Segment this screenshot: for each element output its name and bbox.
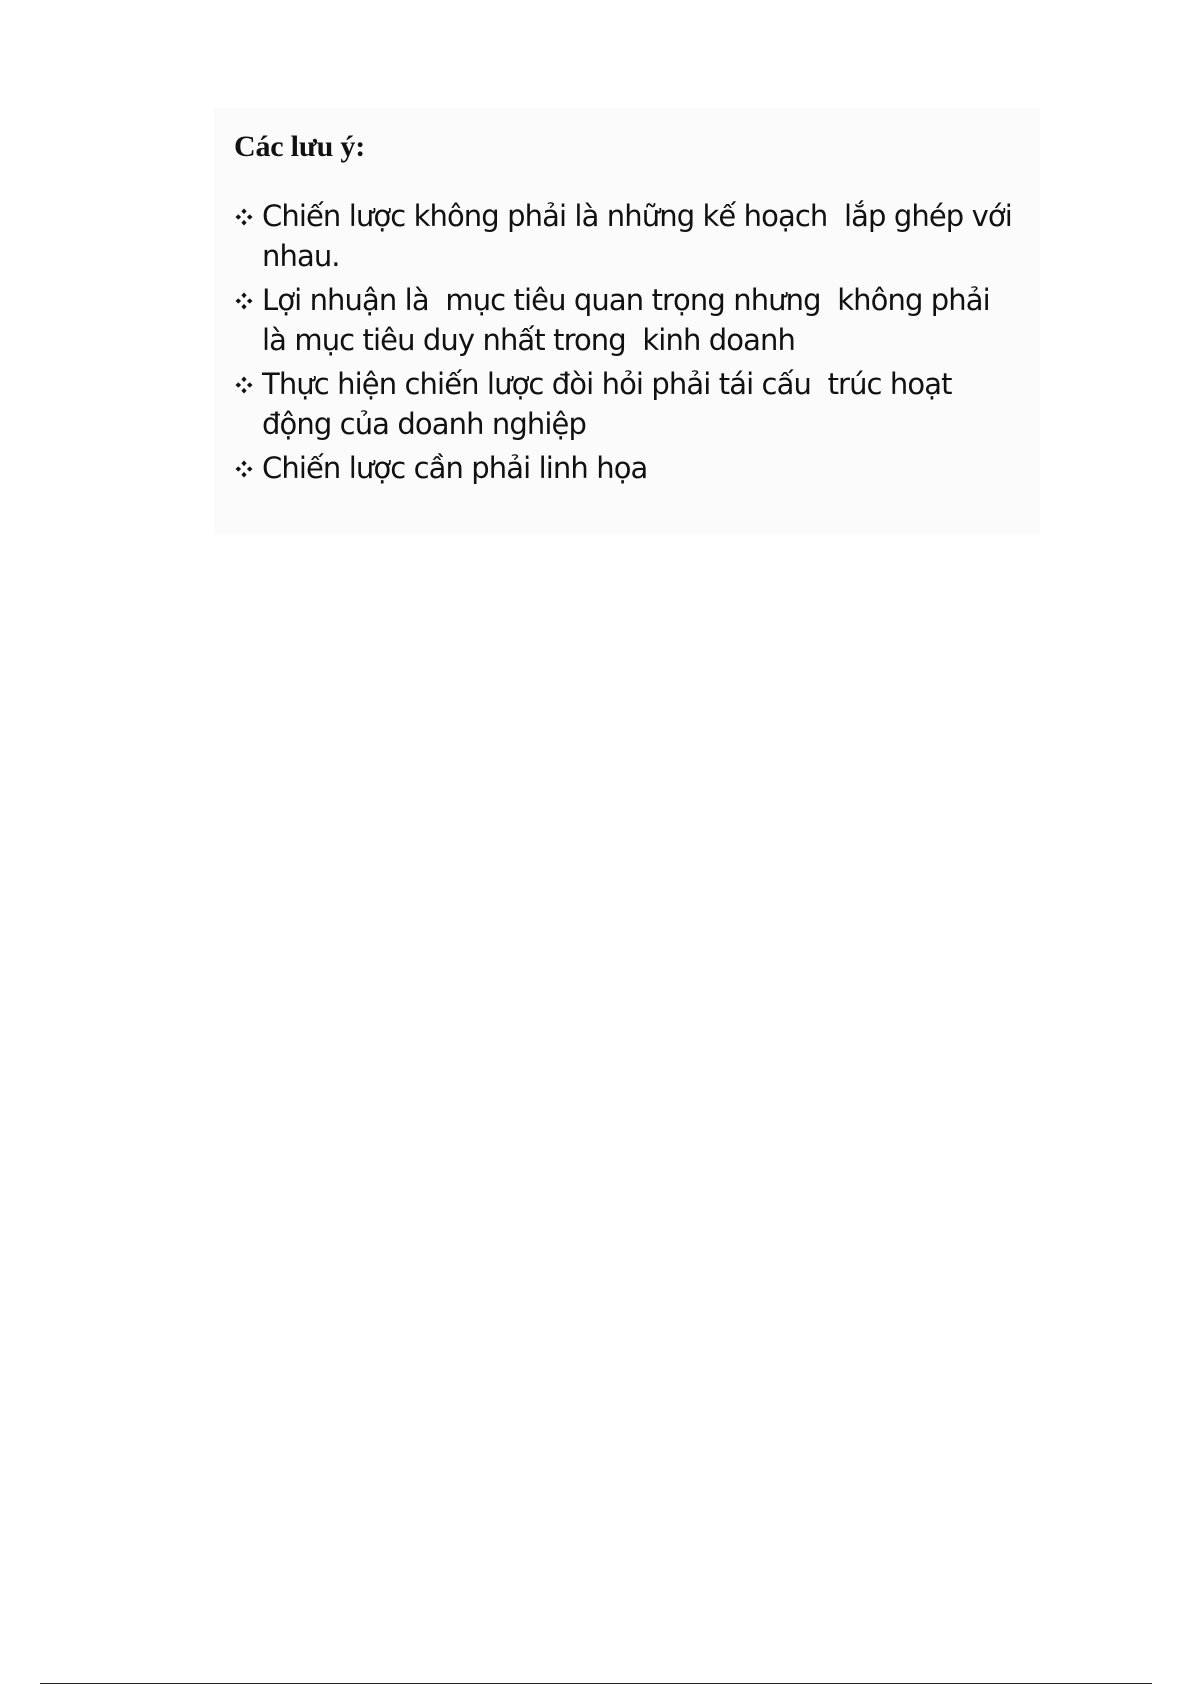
note-text: Lợi nhuận là mục tiêu quan trọng nhưng không phải là mục tiêu duy nhất trong kinh doanh: [262, 283, 999, 357]
note-item: [234, 365, 1022, 444]
note-text: Chiến lược không phải là những kế hoạch lắp ghép với nhau.: [262, 199, 1021, 273]
notes-heading: Các lưu ý:: [234, 130, 365, 163]
notes-list: [234, 197, 1022, 489]
note-item: [234, 197, 1022, 276]
diamond-dots-icon: [234, 365, 262, 405]
diamond-dots-icon: [234, 281, 262, 321]
note-text: Thực hiện chiến lược đòi hỏi phải tái cấu trúc hoạt động của doanh nghiệp: [262, 367, 960, 441]
note-text: Chiến lược cần phải linh họa: [262, 451, 648, 485]
diamond-dots-icon: [234, 449, 262, 489]
notes-panel: [214, 107, 1040, 535]
page-bottom-rule: [40, 1683, 1152, 1684]
note-item: [234, 281, 1022, 360]
diamond-dots-icon: [234, 197, 262, 237]
note-item: [234, 449, 1022, 489]
